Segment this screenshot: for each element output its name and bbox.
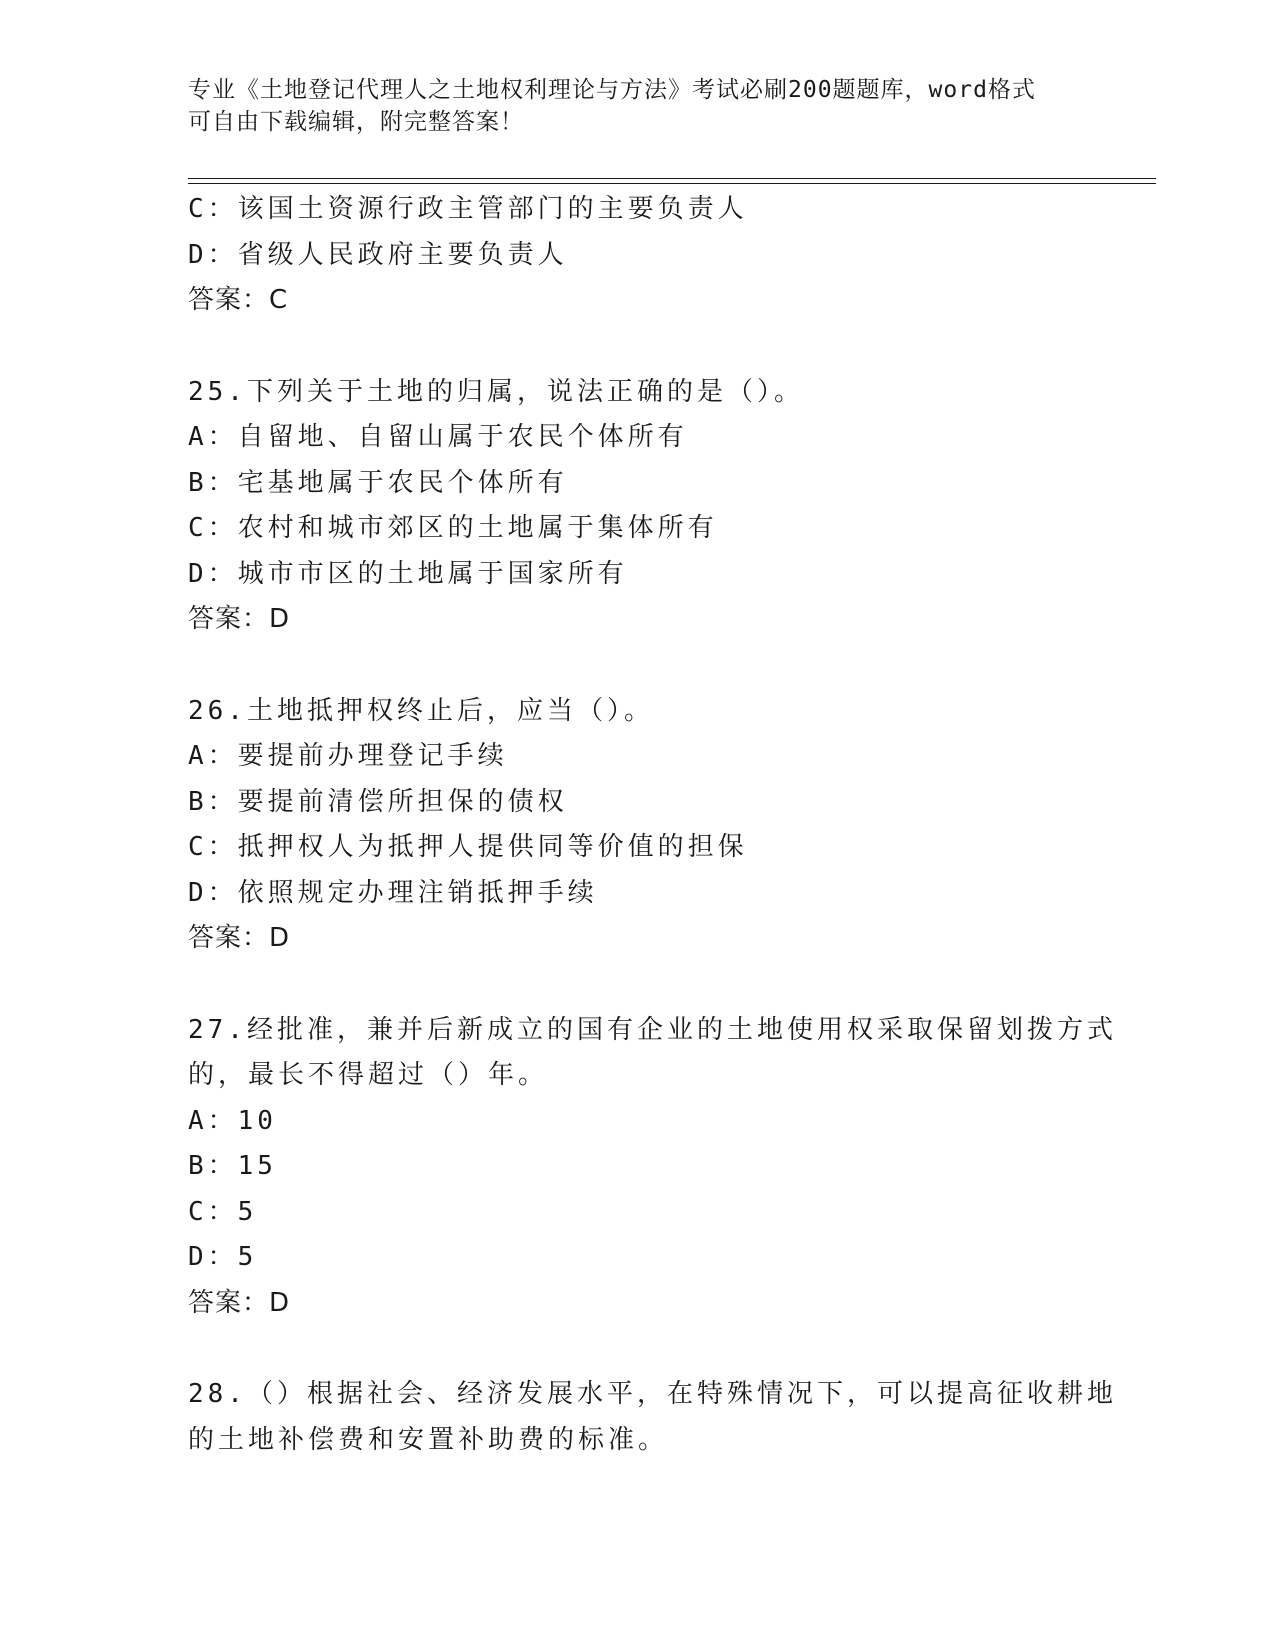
question-text-line-2: 的，最长不得超过（）年。	[188, 1060, 549, 1090]
option-d: D：城市市区的土地属于国家所有	[188, 558, 628, 589]
option-c: C：该国土资源行政主管部门的主要负责人	[188, 194, 748, 224]
option-b: B：要提前清偿所担保的债权	[188, 786, 568, 817]
question-text: 26.土地抵押权终止后，应当（）。	[188, 695, 654, 726]
spacer	[188, 962, 1088, 1008]
answer: 答案：D	[188, 604, 291, 634]
option-c: C：5	[188, 1196, 258, 1227]
option-d: D：5	[188, 1242, 258, 1272]
question-24-tail	[188, 187, 1088, 324]
option-a: A：10	[188, 1105, 277, 1136]
question-28	[188, 1372, 1117, 1463]
question-27	[188, 1008, 1117, 1327]
option-b: B：宅基地属于农民个体所有	[188, 467, 568, 498]
header-divider-top	[188, 178, 1156, 179]
question-text-line-1: 27.经批准，兼并后新成立的国有企业的土地使用权采取保留划拨方式	[188, 1014, 1117, 1045]
question-25	[188, 370, 1088, 643]
option-d: D：省级人民政府主要负责人	[188, 239, 568, 270]
question-26	[188, 689, 1088, 962]
option-a: A：要提前办理登记手续	[188, 741, 508, 771]
spacer	[188, 1326, 1088, 1372]
option-c: C：抵押权人为抵押人提供同等价值的担保	[188, 832, 748, 862]
question-text-line-1: 28.（）根据社会、经济发展水平，在特殊情况下，可以提高征收耕地	[188, 1379, 1117, 1409]
option-b: B：15	[188, 1151, 277, 1181]
document-header	[188, 74, 1068, 138]
option-c: C：农村和城市郊区的土地属于集体所有	[188, 513, 718, 543]
option-a: A：自留地、自留山属于农民个体所有	[188, 422, 688, 452]
header-title-line-2: 可自由下载编辑，附完整答案！	[188, 109, 524, 135]
spacer	[188, 643, 1088, 689]
header-divider-bottom	[188, 183, 1156, 184]
answer: 答案：D	[188, 923, 291, 953]
answer: 答案：C	[188, 285, 289, 315]
option-d: D：依照规定办理注销抵押手续	[188, 877, 598, 908]
question-text-line-2: 的土地补偿费和安置补助费的标准。	[188, 1424, 669, 1455]
question-text: 25.下列关于土地的归属，说法正确的是（）。	[188, 376, 804, 407]
header-title-line-1: 专业《土地登记代理人之土地权利理论与方法》考试必刷200题题库，word格式	[188, 77, 1036, 103]
spacer	[188, 324, 1088, 370]
answer: 答案：D	[188, 1287, 291, 1318]
question-list	[188, 187, 1117, 1463]
